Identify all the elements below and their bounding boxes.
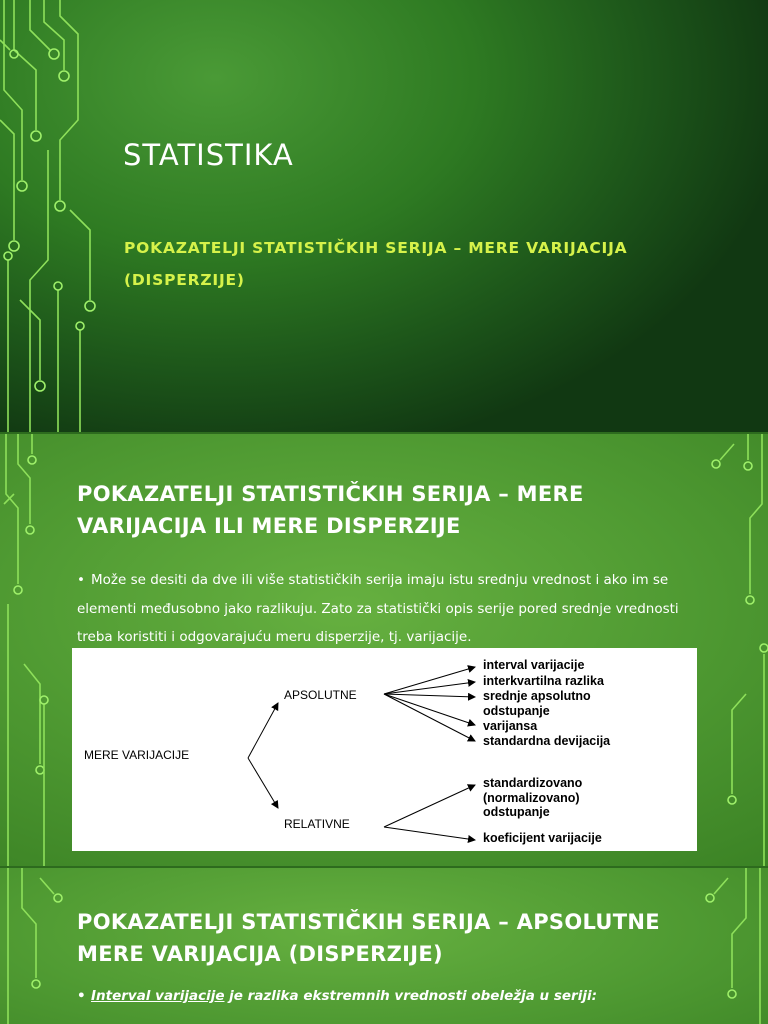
apsolutne-mere-slide [0,868,768,1024]
standardizovano-odstupanje-label: standardizovano (normalizovano) odstupanje [483,776,583,819]
slide-title: POKAZATELJI STATISTIČKIH SERIJA – MERE VARIJACIJA ILI MERE DISPERZIJE [77,482,584,538]
bullet-paragraph [77,988,717,1004]
varijansa-label: varijansa [483,719,538,733]
circuit-decoration-left [0,0,110,432]
bullet-paragraph [77,566,717,652]
bullet-text: je razlika ekstremnih vrednosti obeležja u seriji: [224,988,597,1004]
presentation-title: STATISTIKA [123,138,294,172]
slide-title: POKAZATELJI STATISTIČKIH SERIJA – APSOLUTNE MERE VARIJACIJA (DISPERZIJE) [77,910,660,966]
interkvartilna-razlika-label: interkvartilna razlika [483,674,604,688]
bullet-icon: • [77,572,85,588]
diagram-root-label: MERE VARIJACIJE [84,748,190,762]
presentation-subtitle: POKAZATELJI STATISTIČKIH SERIJA – MERE VARIJACIJA (DISPERZIJE) [124,239,628,289]
circuit-decoration-left [0,434,70,866]
circuit-decoration-left [0,868,70,1024]
bullet-icon: • [77,988,86,1004]
apsolutne-label: APSOLUTNE [284,688,357,702]
bullet-text: Može se desiti da dve ili više statističkih serija imaju istu srednju vrednost i ako im se elementi međusobno jako razlikuju. Zato za statistički opis serije pored srednje vrednosti treba koristiti i odgovarajuću meru disperzije, tj. varijacije. [77,572,679,645]
standardna-devijacija-label: standardna devijacija [483,734,611,748]
relativne-label: RELATIVNE [284,817,350,831]
mere-varijacije-diagram [72,648,697,851]
title-slide [0,0,768,432]
interval-varijacije-label: interval varijacije [483,658,585,672]
srednje-apsolutno-odstupanje-label: srednje apsolutno odstupanje [483,689,591,718]
koeficijent-varijacije-label: koeficijent varijacije [483,831,602,845]
interval-varijacije-term: Interval varijacije [91,988,225,1004]
mere-varijacija-slide [0,434,768,866]
